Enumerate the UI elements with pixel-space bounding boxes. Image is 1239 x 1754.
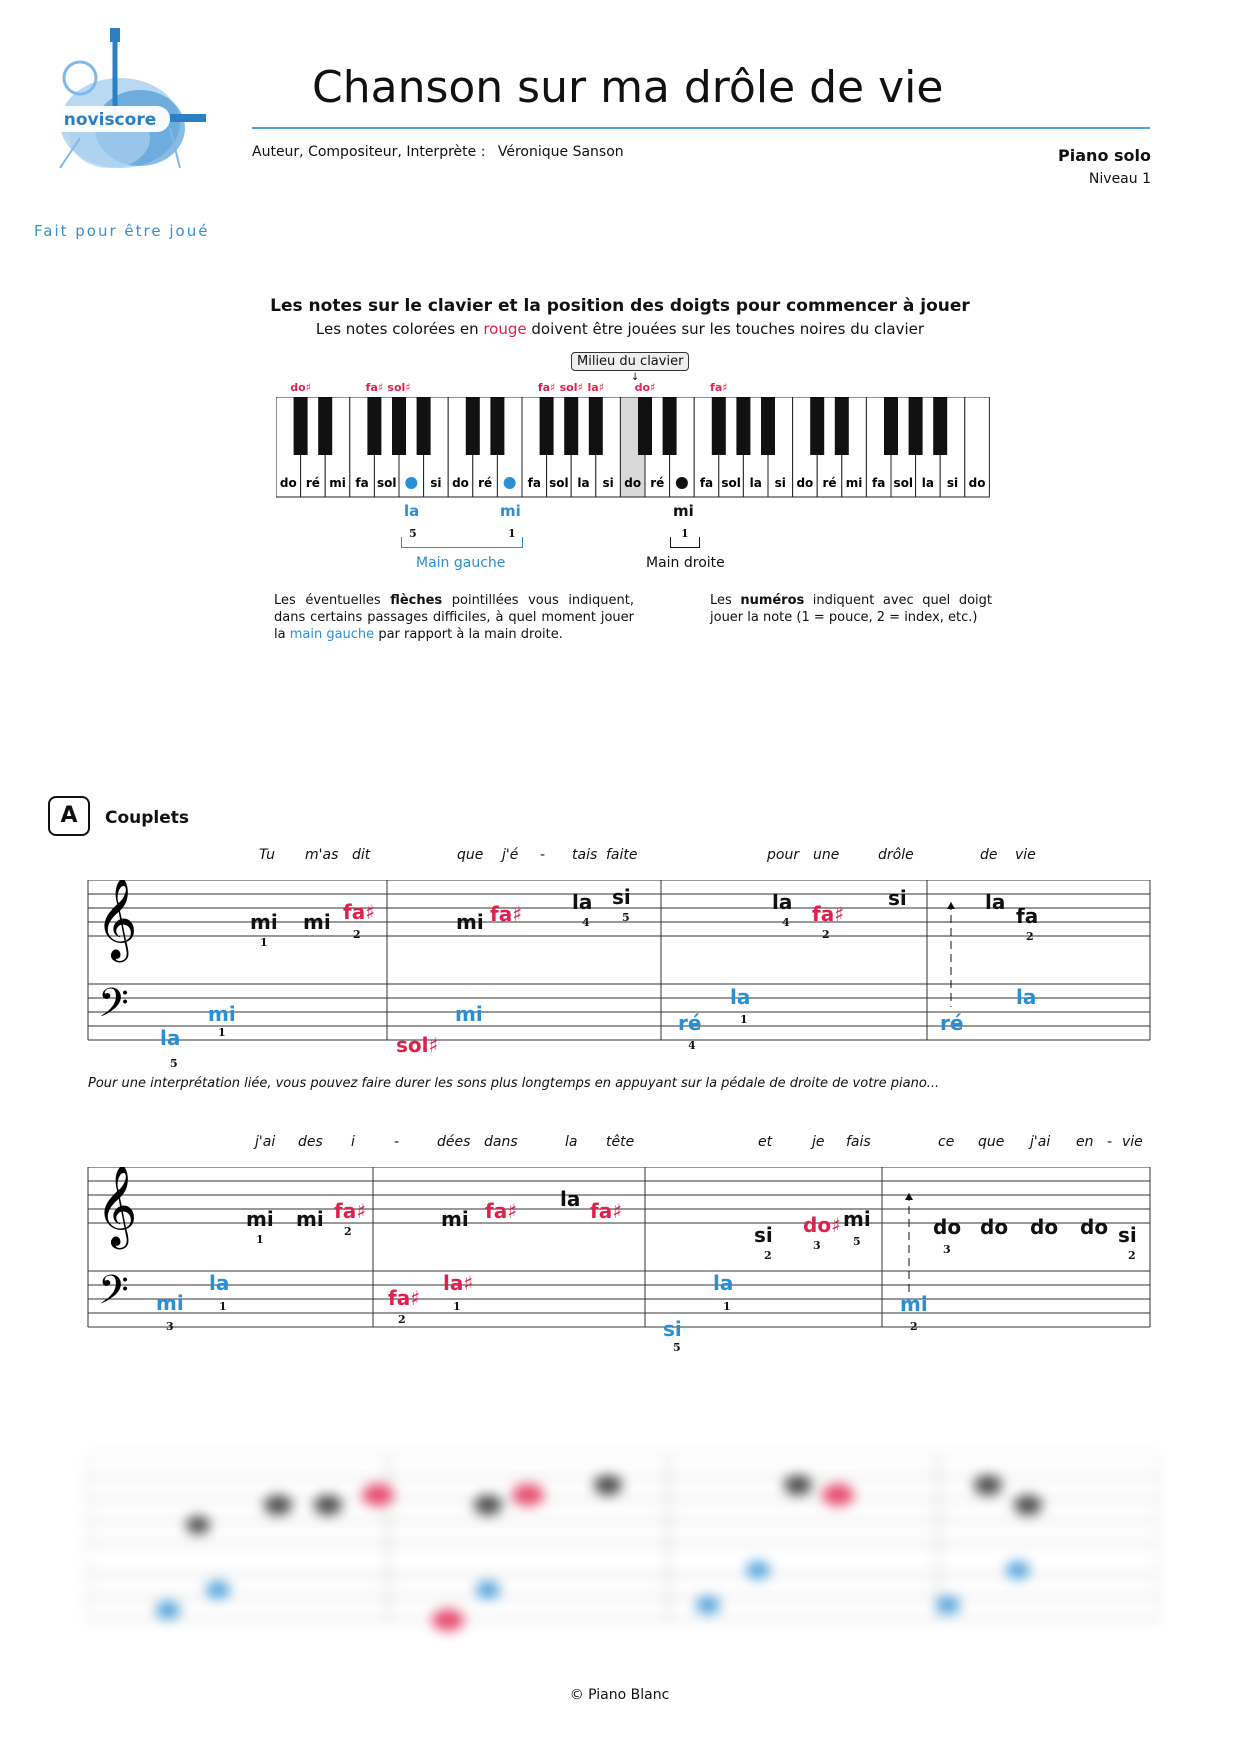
lyric-syllable: de [980,847,998,863]
finger-number: 5 [170,1057,178,1070]
black-key-label: do♯ [290,381,311,394]
black-key-label: do♯ [634,381,656,394]
note-blue: ré [678,1011,702,1035]
lyric-syllable: tête [606,1134,635,1150]
middle-label-box: Milieu du clavier [571,352,689,371]
black-key [392,397,406,455]
black-key [736,397,750,455]
white-key-label: do [624,476,642,490]
left-hand-finger-5: 5 [409,527,417,540]
note-black: mi [246,1207,274,1231]
white-key-label: fa [872,476,886,490]
lyric-syllable: i [351,1134,355,1150]
blurred-staff-svg [88,1455,1158,1645]
black-key-label: fa♯ [710,381,728,394]
black-key-label: la♯ [587,381,605,394]
lyric-syllable: - [1107,1134,1113,1150]
arrows-text-bold: flèches [390,593,443,608]
finger-number: 3 [813,1239,821,1252]
white-key-label: sol [893,476,914,490]
black-key-labels [276,381,988,397]
intro-sub-text: Les notes colorées en [315,320,484,338]
white-key-label: sol [376,476,397,490]
black-key [540,397,554,455]
white-key-label: mi [329,476,346,490]
left-hand-bracket [401,537,523,548]
right-hand-finger-1: 1 [681,527,689,540]
note-black: fa [1016,904,1039,928]
black-key [417,397,431,455]
white-key-label: si [602,476,614,490]
lyric-syllable: dées [437,1134,471,1150]
white-key-label: mi [845,476,863,490]
finger-number: 1 [723,1300,731,1313]
bass-clef-icon: 𝄢 [98,980,129,1036]
note-red: fa♯ [334,1199,366,1223]
right-hand-bracket [670,537,700,548]
note-blue: mi [900,1292,928,1316]
note-black: si [888,886,907,910]
note-black: do [980,1215,1009,1239]
piano-keyboard [276,397,990,502]
note-black: mi [441,1207,469,1231]
left-hand-note-la: la [404,502,420,520]
note-blue: mi [455,1002,483,1026]
white-key-label: ré [822,476,837,490]
note-red: fa♯ [812,902,844,926]
white-key-label: si [430,476,442,490]
finger-number: 4 [782,916,790,929]
intro-sub-text-end: doivent être jouées sur les touches noires du clavier [526,320,925,338]
note-black: la [560,1187,581,1211]
section-name: Couplets [105,808,190,828]
finger-number: 1 [260,936,268,949]
finger-number: 2 [822,928,830,941]
lyric-syllable: dit [352,847,371,863]
keyboard-svg [276,397,990,498]
note-black: do [1080,1215,1109,1239]
lyric-syllable: j'ai [1030,1134,1051,1150]
numbers-text-1: Les [710,593,741,608]
numbers-explanation [710,592,992,626]
intro-subheading [200,320,1040,338]
white-key-label: do [968,476,986,490]
staff-lines-svg [0,1167,1239,1467]
lyric-syllable: et [758,1134,773,1150]
lyric-syllable: faite [606,847,638,863]
note-blue: ré [940,1011,964,1035]
black-key [810,397,824,455]
lyric-syllable: pour [767,847,800,863]
key-marker-dot [405,477,417,489]
lyric-syllable: - [540,847,546,863]
key-marker-dot [504,477,516,489]
note-blue: la [160,1026,181,1050]
white-key-label: la [749,476,762,490]
note-black: do [933,1215,962,1239]
arrows-explanation [274,592,634,643]
black-key-label: sol♯ [559,381,583,394]
note-red: fa♯ [388,1286,420,1310]
lyric-syllable: la [565,1134,578,1150]
finger-number: 2 [398,1313,406,1326]
white-key-label: do [452,476,469,490]
black-key-label: fa♯ [365,381,384,394]
note-black: si [612,885,631,909]
black-key [294,397,308,455]
bass-clef-icon: 𝄢 [98,1267,129,1323]
finger-number: 2 [353,928,361,941]
finger-number: 3 [166,1320,174,1333]
black-key [466,397,480,455]
lyric-syllable: des [298,1134,323,1150]
note-blue: la [209,1271,230,1295]
lyric-syllable: j'ai [255,1134,276,1150]
black-key [589,397,603,455]
white-key-label: do [279,476,297,490]
finger-number: 1 [218,1026,226,1039]
white-key-label: fa [527,476,541,490]
middle-arrow-icon: ↓ [631,372,640,383]
black-key [835,397,849,455]
white-key-label: fa [355,476,369,490]
lyric-syllable: en [1076,1134,1094,1150]
instrument: Piano solo [1058,146,1151,165]
black-key [933,397,947,455]
logo-tagline: Fait pour être joué [34,222,210,240]
logo [40,28,240,188]
lyric-syllable: m'as [305,847,339,863]
staff-lines-svg [0,880,1239,1180]
white-key-label: si [946,476,959,490]
finger-number: 3 [943,1243,951,1256]
note-black: si [1118,1223,1137,1247]
left-hand-finger-1: 1 [508,527,516,540]
numbers-text-2: indiquent avec quel doigt jouer la note (1 = pouce, 2 = index, etc.) [710,593,992,625]
lyric-syllable: je [812,1134,825,1150]
level: Niveau 1 [1088,171,1151,187]
black-key [318,397,332,455]
black-key [564,397,578,455]
white-key-label: ré [650,476,665,490]
author-name: Véronique Sanson [497,144,624,160]
lyric-syllable: que [978,1134,1005,1150]
note-black: la [572,890,593,914]
black-key [712,397,726,455]
noviscore-logo-icon [40,28,240,188]
black-key [490,397,504,455]
lyric-syllable: vie [1015,847,1036,863]
black-key-label: fa♯ [537,381,556,394]
note-blue: la [713,1271,734,1295]
black-key [909,397,923,455]
black-key [761,397,775,455]
arrows-text-blue: main gauche [289,627,375,642]
arrows-text-1: Les éventuelles [274,593,391,608]
page-title: Chanson sur ma drôle de vie [312,62,944,113]
white-key-label: si [774,476,786,490]
blurred-system-3 [88,1455,1158,1645]
note-black: si [754,1223,773,1247]
finger-number: 4 [688,1039,696,1052]
numbers-text-bold: numéros [740,593,805,608]
finger-number: 1 [219,1300,227,1313]
white-key-label: la [577,476,590,490]
right-hand-label: Main droite [646,555,725,571]
intro-heading: Les notes sur le clavier et la position des doigts pour commencer à jouer [270,296,970,316]
title-rule [252,127,1150,129]
lyric-syllable: tais [572,847,598,863]
lyric-syllable: dans [484,1134,518,1150]
finger-number: 2 [910,1320,918,1333]
svg-text:noviscore: noviscore [63,110,157,130]
timing-arrow-head-icon [905,1193,913,1200]
white-key-label: ré [305,476,320,490]
key-marker-dot [676,477,688,489]
note-blue: la [730,985,751,1009]
black-key-label: sol♯ [387,381,411,394]
lyric-syllable: Tu [259,847,276,863]
note-red: la♯ [443,1271,474,1295]
note-red: fa♯ [485,1199,517,1223]
note-black: mi [250,910,278,934]
note-black: mi [303,910,331,934]
black-key [663,397,677,455]
treble-clef-icon: 𝄞 [96,880,138,959]
author-label: Auteur, Compositeur, Interprète : [252,144,486,160]
lyric-syllable: ce [938,1134,955,1150]
arrows-text-2: pointillées vous indiquent, dans certains passages difficiles, à quel moment jouer la [274,593,634,642]
timing-arrow-head-icon [947,902,955,909]
finger-number: 2 [1026,930,1034,943]
note-red: fa♯ [590,1199,622,1223]
lyric-syllable: fais [846,1134,871,1150]
note-blue: la [1016,985,1037,1009]
note-red: do♯ [803,1213,841,1237]
finger-number: 2 [1128,1249,1136,1262]
finger-number: 4 [582,916,590,929]
note-blue: mi [156,1291,184,1315]
left-hand-label: Main gauche [416,555,506,571]
white-key-label: la [921,476,935,490]
white-key-label: fa [699,476,714,490]
right-hand-note-mi: mi [673,502,694,520]
finger-number: 1 [256,1233,264,1246]
arrows-text-3: par rapport à la main droite. [374,627,563,642]
pedal-note: Pour une interprétation liée, vous pouvez faire durer les sons plus longtemps en appuyant sur la pédale de droite de votre piano... [88,1076,940,1091]
note-blue: mi [208,1002,236,1026]
note-red: sol♯ [396,1033,439,1057]
left-hand-note-mi: mi [500,502,521,520]
lyric-syllable: j'é [502,847,519,863]
note-black: la [772,890,793,914]
finger-number: 5 [853,1235,861,1248]
white-key-label: sol [721,476,741,490]
white-key-label: sol [549,476,569,490]
lyric-syllable: que [457,847,484,863]
finger-number: 5 [673,1341,681,1354]
finger-number: 5 [622,911,630,924]
note-black: la [985,890,1006,914]
note-red: fa♯ [343,900,375,924]
finger-number: 1 [453,1300,461,1313]
black-key [367,397,381,455]
intro-sub-red: rouge [483,320,527,338]
note-black: mi [456,910,484,934]
author-line [252,144,624,160]
note-black: mi [296,1207,324,1231]
lyric-syllable: - [394,1134,400,1150]
lyric-syllable: une [813,847,840,863]
note-blue: si [663,1317,682,1341]
note-black: do [1030,1215,1059,1239]
lyric-syllable: drôle [878,847,914,863]
section-letter-box: A [48,796,90,836]
finger-number: 1 [740,1013,748,1026]
note-black: mi [843,1207,871,1231]
white-key-label: ré [478,476,493,490]
white-key-label: do [796,476,814,490]
finger-number: 2 [344,1225,352,1238]
note-red: fa♯ [490,902,522,926]
finger-number: 2 [764,1249,772,1262]
black-key [884,397,898,455]
black-key [638,397,652,455]
lyric-syllable: vie [1122,1134,1143,1150]
treble-clef-icon: 𝄞 [96,1167,138,1246]
footer-copyright: © Piano Blanc [569,1687,670,1703]
